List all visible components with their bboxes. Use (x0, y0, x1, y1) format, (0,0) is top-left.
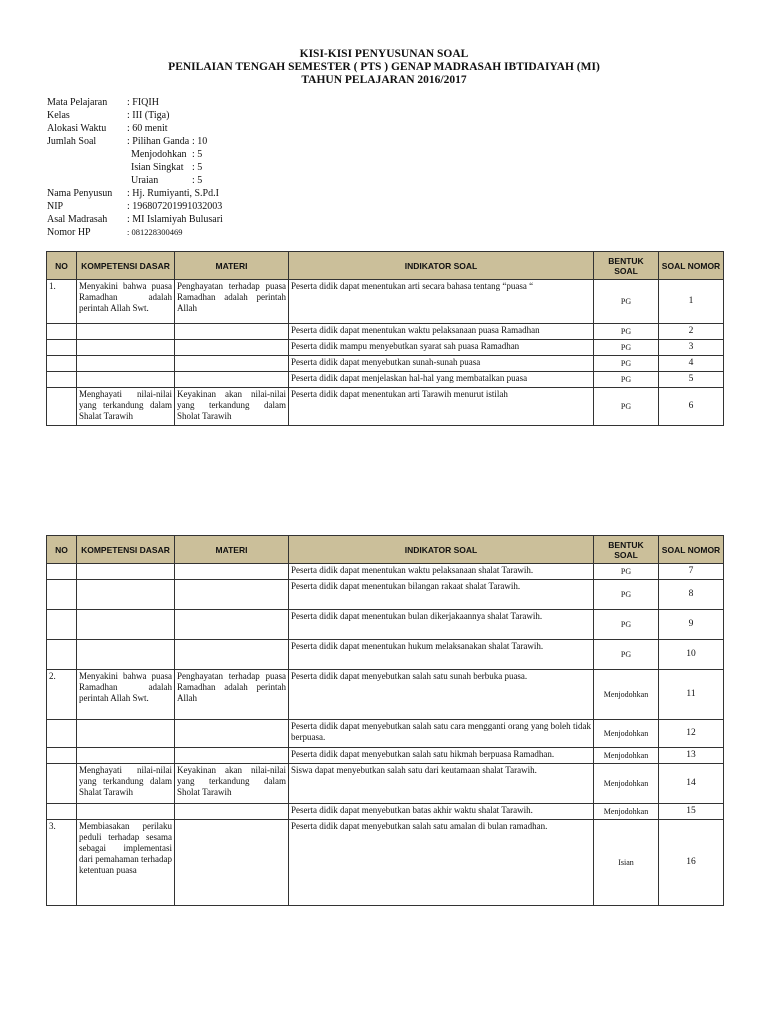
cell-soal-nomor: 5 (659, 372, 724, 388)
kelas-label: Kelas (47, 110, 70, 121)
cell-bentuk-soal: PG (594, 640, 659, 670)
cell-indikator: Peserta didik dapat menjelaskan hal-hal yang membatalkan puasa (289, 372, 594, 388)
cell-materi (175, 610, 289, 640)
cell-soal-nomor: 8 (659, 580, 724, 610)
table-row (47, 564, 724, 580)
penyusun-value: : Hj. Rumiyanti, S.Pd.I (127, 188, 219, 199)
cell-no: 2. (47, 670, 77, 720)
pg-label: : Pilihan Ganda (127, 136, 190, 147)
cell-bentuk-soal: PG (594, 610, 659, 640)
uraian-label: Uraian (131, 175, 159, 186)
isian-value: : 5 (192, 162, 203, 173)
cell-soal-nomor: 12 (659, 720, 724, 748)
cell-materi (175, 564, 289, 580)
identity-block (47, 96, 223, 239)
cell-kompetensi-dasar (77, 340, 175, 356)
cell-soal-nomor: 9 (659, 610, 724, 640)
jumlah-label: Jumlah Soal (47, 136, 97, 147)
cell-no (47, 640, 77, 670)
cell-kompetensi-dasar: Membiasakan perilaku peduli terhadap sesama sebagai implementasi dari pemahaman terhadap ketentuan puasa (77, 820, 175, 906)
cell-indikator: Peserta didik dapat menentukan arti secara bahasa tentang “puasa “ (289, 280, 594, 324)
cell-bentuk-soal: PG (594, 388, 659, 426)
table-row (47, 764, 724, 804)
cell-materi (175, 820, 289, 906)
cell-no: 3. (47, 820, 77, 906)
col-nomor: SOAL NOMOR (659, 536, 724, 564)
cell-materi (175, 748, 289, 764)
cell-bentuk-soal: Isian (594, 820, 659, 906)
cell-no (47, 804, 77, 820)
table-row (47, 372, 724, 388)
cell-soal-nomor: 15 (659, 804, 724, 820)
cell-indikator: Peserta didik mampu menyebutkan syarat sah puasa Ramadhan (289, 340, 594, 356)
table-row (47, 340, 724, 356)
cell-indikator: Peserta didik dapat menyebutkan batas akhir waktu shalat Tarawih. (289, 804, 594, 820)
cell-kompetensi-dasar: Menyakini bahwa puasa Ramadhan adalah perintah Allah Swt. (77, 670, 175, 720)
cell-materi (175, 372, 289, 388)
col-kd: KOMPETENSI DASAR (77, 252, 175, 280)
kelas-value: : III (Tiga) (127, 110, 170, 121)
table-row (47, 804, 724, 820)
cell-bentuk-soal: PG (594, 564, 659, 580)
cell-kompetensi-dasar (77, 324, 175, 340)
cell-materi: Keyakinan akan nilai-nilai yang terkandung dalam Sholat Tarawih (175, 764, 289, 804)
isian-label: Isian Singkat (131, 162, 184, 173)
col-indikator: INDIKATOR SOAL (289, 252, 594, 280)
cell-no: 1. (47, 280, 77, 324)
kisi-table-2 (46, 535, 724, 906)
cell-kompetensi-dasar (77, 580, 175, 610)
cell-indikator: Peserta didik dapat menyebutkan salah satu hikmah berpuasa Ramadhan. (289, 748, 594, 764)
cell-bentuk-soal: Menjodohkan (594, 764, 659, 804)
cell-kompetensi-dasar (77, 640, 175, 670)
cell-soal-nomor: 11 (659, 670, 724, 720)
doc-title-line2: PENILAIAN TENGAH SEMESTER ( PTS ) GENAP MADRASAH IBTIDAIYAH (MI) (168, 61, 600, 73)
table-row (47, 640, 724, 670)
cell-kompetensi-dasar (77, 372, 175, 388)
cell-soal-nomor: 16 (659, 820, 724, 906)
kisi-table-1 (46, 251, 724, 426)
cell-indikator: Peserta didik dapat menyebutkan salah satu sunah berbuka puasa. (289, 670, 594, 720)
table-row (47, 720, 724, 748)
cell-no (47, 340, 77, 356)
cell-soal-nomor: 3 (659, 340, 724, 356)
cell-indikator: Peserta didik dapat menentukan arti Tarawih menurut istilah (289, 388, 594, 426)
uraian-value: : 5 (192, 175, 203, 186)
col-kd: KOMPETENSI DASAR (77, 536, 175, 564)
cell-indikator: Peserta didik dapat menentukan waktu pelaksanaan puasa Ramadhan (289, 324, 594, 340)
cell-kompetensi-dasar: Menghayati nilai-nilai yang terkandung dalam Shalat Tarawih (77, 388, 175, 426)
cell-bentuk-soal: PG (594, 356, 659, 372)
cell-materi (175, 340, 289, 356)
cell-bentuk-soal: PG (594, 580, 659, 610)
cell-bentuk-soal: PG (594, 340, 659, 356)
nip-label: NIP (47, 201, 64, 212)
doc-title-line3: TAHUN PELAJARAN 2016/2017 (301, 74, 467, 86)
col-bentuk: BENTUK SOAL (594, 536, 659, 564)
cell-no (47, 610, 77, 640)
cell-no (47, 764, 77, 804)
cell-no (47, 580, 77, 610)
col-materi: MATERI (175, 252, 289, 280)
cell-kompetensi-dasar (77, 610, 175, 640)
cell-materi: Keyakinan akan nilai-nilai yang terkandung dalam Sholat Tarawih (175, 388, 289, 426)
cell-indikator: Peserta didik dapat menentukan hukum melaksanakan shalat Tarawih. (289, 640, 594, 670)
cell-soal-nomor: 7 (659, 564, 724, 580)
table-row (47, 670, 724, 720)
cell-soal-nomor: 6 (659, 388, 724, 426)
cell-bentuk-soal: PG (594, 372, 659, 388)
mapel-value: : FIQIH (127, 97, 159, 108)
col-nomor: SOAL NOMOR (659, 252, 724, 280)
cell-no (47, 564, 77, 580)
cell-kompetensi-dasar (77, 720, 175, 748)
menjodohkan-value: : 5 (192, 149, 203, 160)
cell-indikator: Peserta didik dapat menentukan waktu pelaksanaan shalat Tarawih. (289, 564, 594, 580)
cell-indikator: Peserta didik dapat menentukan bilangan rakaat shalat Tarawih. (289, 580, 594, 610)
cell-kompetensi-dasar (77, 564, 175, 580)
table-row (47, 388, 724, 426)
cell-materi: Penghayatan terhadap puasa Ramadhan adalah perintah Allah (175, 670, 289, 720)
cell-materi (175, 356, 289, 372)
madrasah-label: Asal Madrasah (47, 214, 108, 225)
madrasah-value: : MI Islamiyah Bulusari (127, 214, 223, 225)
penyusun-label: Nama Penyusun (47, 188, 113, 199)
doc-title-line1: KISI-KISI PENYUSUNAN SOAL (299, 48, 469, 60)
col-materi: MATERI (175, 536, 289, 564)
table-row (47, 610, 724, 640)
cell-indikator: Peserta didik dapat menentukan bulan dikerjakaannya shalat Tarawih. (289, 610, 594, 640)
cell-soal-nomor: 14 (659, 764, 724, 804)
table-row (47, 356, 724, 372)
cell-materi: Penghayatan terhadap puasa Ramadhan adalah perintah Allah (175, 280, 289, 324)
cell-bentuk-soal: Menjodohkan (594, 804, 659, 820)
cell-no (47, 356, 77, 372)
cell-no (47, 324, 77, 340)
cell-bentuk-soal: Menjodohkan (594, 670, 659, 720)
cell-soal-nomor: 13 (659, 748, 724, 764)
cell-no (47, 720, 77, 748)
cell-bentuk-soal: PG (594, 280, 659, 324)
cell-kompetensi-dasar (77, 748, 175, 764)
table-row (47, 580, 724, 610)
cell-indikator: Siswa dapat menyebutkan salah satu dari keutamaan shalat Tarawih. (289, 764, 594, 804)
col-indikator: INDIKATOR SOAL (289, 536, 594, 564)
cell-materi (175, 580, 289, 610)
table-row (47, 280, 724, 324)
mapel-label: Mata Pelajaran (47, 97, 108, 108)
col-bentuk: BENTUK SOAL (594, 252, 659, 280)
cell-no (47, 388, 77, 426)
hp-value: : 081228300469 (127, 227, 183, 237)
menjodohkan-label: Menjodohkan (131, 149, 187, 160)
table-row (47, 748, 724, 764)
cell-bentuk-soal: Menjodohkan (594, 748, 659, 764)
cell-indikator: Peserta didik dapat menyebutkan sunah-sunah puasa (289, 356, 594, 372)
cell-kompetensi-dasar (77, 356, 175, 372)
alokasi-label: Alokasi Waktu (47, 123, 107, 134)
nip-value: : 196807201991032003 (127, 201, 223, 212)
cell-kompetensi-dasar: Menghayati nilai-nilai yang terkandung dalam Shalat Tarawih (77, 764, 175, 804)
cell-bentuk-soal: Menjodohkan (594, 720, 659, 748)
cell-kompetensi-dasar: Menyakini bahwa puasa Ramadhan adalah perintah Allah Swt. (77, 280, 175, 324)
cell-soal-nomor: 2 (659, 324, 724, 340)
cell-no (47, 748, 77, 764)
col-no: NO (47, 536, 77, 564)
cell-kompetensi-dasar (77, 804, 175, 820)
cell-materi (175, 720, 289, 748)
cell-no (47, 372, 77, 388)
col-no: NO (47, 252, 77, 280)
table-row (47, 324, 724, 340)
cell-materi (175, 640, 289, 670)
cell-materi (175, 804, 289, 820)
cell-indikator: Peserta didik dapat menyebutkan salah satu amalan di bulan ramadhan. (289, 820, 594, 906)
table-row (47, 820, 724, 906)
cell-materi (175, 324, 289, 340)
cell-bentuk-soal: PG (594, 324, 659, 340)
pg-value: : 10 (192, 136, 208, 147)
alokasi-value: : 60 menit (127, 123, 168, 134)
cell-indikator: Peserta didik dapat menyebutkan salah satu cara mengganti orang yang boleh tidak berpuasa. (289, 720, 594, 748)
cell-soal-nomor: 4 (659, 356, 724, 372)
cell-soal-nomor: 10 (659, 640, 724, 670)
cell-soal-nomor: 1 (659, 280, 724, 324)
hp-label: Nomor HP (47, 227, 91, 238)
